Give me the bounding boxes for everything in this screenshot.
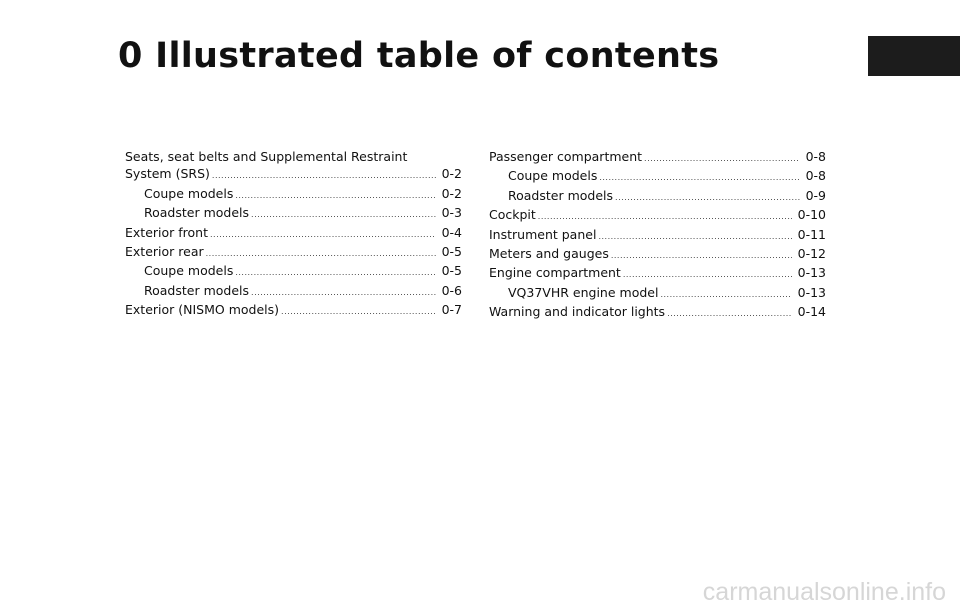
toc-entry-passenger-compartment[interactable] bbox=[489, 148, 826, 167]
dot-leader bbox=[644, 150, 800, 167]
toc-entry-exterior-rear[interactable] bbox=[125, 243, 462, 262]
dot-leader bbox=[251, 284, 436, 301]
toc-entry-label: Instrument panel bbox=[489, 226, 597, 242]
watermark: carmanualsonline.info bbox=[702, 578, 946, 606]
dot-leader bbox=[660, 286, 791, 303]
toc-entry-label: Roadster models bbox=[144, 282, 250, 298]
toc-entry-label: Roadster models bbox=[508, 187, 614, 203]
toc-page-number: 0-12 bbox=[797, 246, 826, 262]
toc-page-number: 0-2 bbox=[441, 166, 462, 182]
toc-entry-label: Cockpit bbox=[489, 207, 536, 223]
toc-page-number: 0-9 bbox=[805, 187, 826, 203]
toc-entry-heading-line: Seats, seat belts and Supplemental Restraint bbox=[125, 149, 408, 164]
toc-page-number: 0-8 bbox=[805, 168, 826, 184]
toc-page-number: 0-2 bbox=[441, 185, 462, 201]
dot-leader bbox=[235, 187, 435, 204]
toc-entry-engine-compartment[interactable] bbox=[489, 264, 826, 283]
toc-entry-exterior-nismo[interactable] bbox=[125, 301, 462, 320]
toc-entry-label: Meters and gauges bbox=[489, 246, 609, 262]
toc-page-number: 0-6 bbox=[441, 282, 462, 298]
toc-entry-meters-gauges[interactable] bbox=[489, 245, 826, 264]
toc-entry-label: VQ37VHR engine model bbox=[508, 284, 659, 300]
toc-entry-srs-coupe[interactable] bbox=[125, 185, 462, 204]
toc-entry-label: Coupe models bbox=[508, 168, 598, 184]
toc-page-number: 0-10 bbox=[797, 207, 826, 223]
toc-entry-label: Coupe models bbox=[144, 185, 234, 201]
toc-entry-instrument-panel[interactable] bbox=[489, 226, 826, 245]
toc-entry-passenger-roadster[interactable] bbox=[489, 187, 826, 206]
toc-entry-vq37vhr[interactable] bbox=[489, 284, 826, 303]
toc-entry-label: Roadster models bbox=[144, 205, 250, 221]
dot-leader bbox=[212, 167, 436, 184]
toc-page-number: 0-3 bbox=[441, 205, 462, 221]
toc-entry-label: Passenger compartment bbox=[489, 149, 643, 164]
toc-left-column bbox=[125, 148, 462, 321]
toc-page-number: 0-14 bbox=[797, 304, 826, 320]
toc-page-number: 0-5 bbox=[441, 244, 462, 260]
dot-leader bbox=[615, 189, 800, 206]
toc-page-number: 0-5 bbox=[441, 263, 462, 279]
toc-entry-rear-coupe[interactable] bbox=[125, 262, 462, 281]
chapter-tab bbox=[868, 36, 960, 76]
toc-entry-label: Exterior rear bbox=[125, 244, 204, 260]
toc-page-number: 0-13 bbox=[797, 284, 826, 300]
toc-entry-srs[interactable] bbox=[125, 165, 462, 184]
page-title: 0 Illustrated table of contents bbox=[118, 36, 720, 76]
dot-leader bbox=[210, 226, 436, 243]
dot-leader bbox=[611, 247, 792, 264]
toc-page-number: 0-8 bbox=[805, 149, 826, 164]
toc-entry-exterior-front[interactable] bbox=[125, 224, 462, 243]
dot-leader bbox=[598, 228, 791, 245]
toc-entry-label: Coupe models bbox=[144, 263, 234, 279]
toc-entry-rear-roadster[interactable] bbox=[125, 282, 462, 301]
toc-entry-label: Warning and indicator lights bbox=[489, 304, 666, 320]
toc-entry-label: Exterior (NISMO models) bbox=[125, 302, 280, 318]
toc-entry-label: Engine compartment bbox=[489, 265, 621, 281]
toc-entry-label: Exterior front bbox=[125, 224, 208, 240]
toc-page-number: 0-11 bbox=[797, 226, 826, 242]
toc-entry-cockpit[interactable] bbox=[489, 206, 826, 225]
dot-leader bbox=[281, 303, 436, 320]
dot-leader bbox=[235, 264, 435, 281]
dot-leader bbox=[599, 169, 799, 186]
toc-page-number: 0-13 bbox=[797, 265, 826, 281]
toc-right-column bbox=[489, 148, 826, 323]
toc-entry-label: System (SRS) bbox=[125, 166, 210, 182]
dot-leader bbox=[538, 208, 792, 225]
dot-leader bbox=[667, 305, 792, 322]
toc-entry-passenger-coupe[interactable] bbox=[489, 167, 826, 186]
dot-leader bbox=[206, 245, 436, 262]
toc-entry-warning-lights[interactable] bbox=[489, 303, 826, 322]
toc-page-number: 0-4 bbox=[441, 224, 462, 240]
dot-leader bbox=[251, 206, 436, 223]
toc-entry-srs-roadster[interactable] bbox=[125, 204, 462, 223]
dot-leader bbox=[623, 266, 792, 283]
toc-page-number: 0-7 bbox=[441, 302, 462, 318]
